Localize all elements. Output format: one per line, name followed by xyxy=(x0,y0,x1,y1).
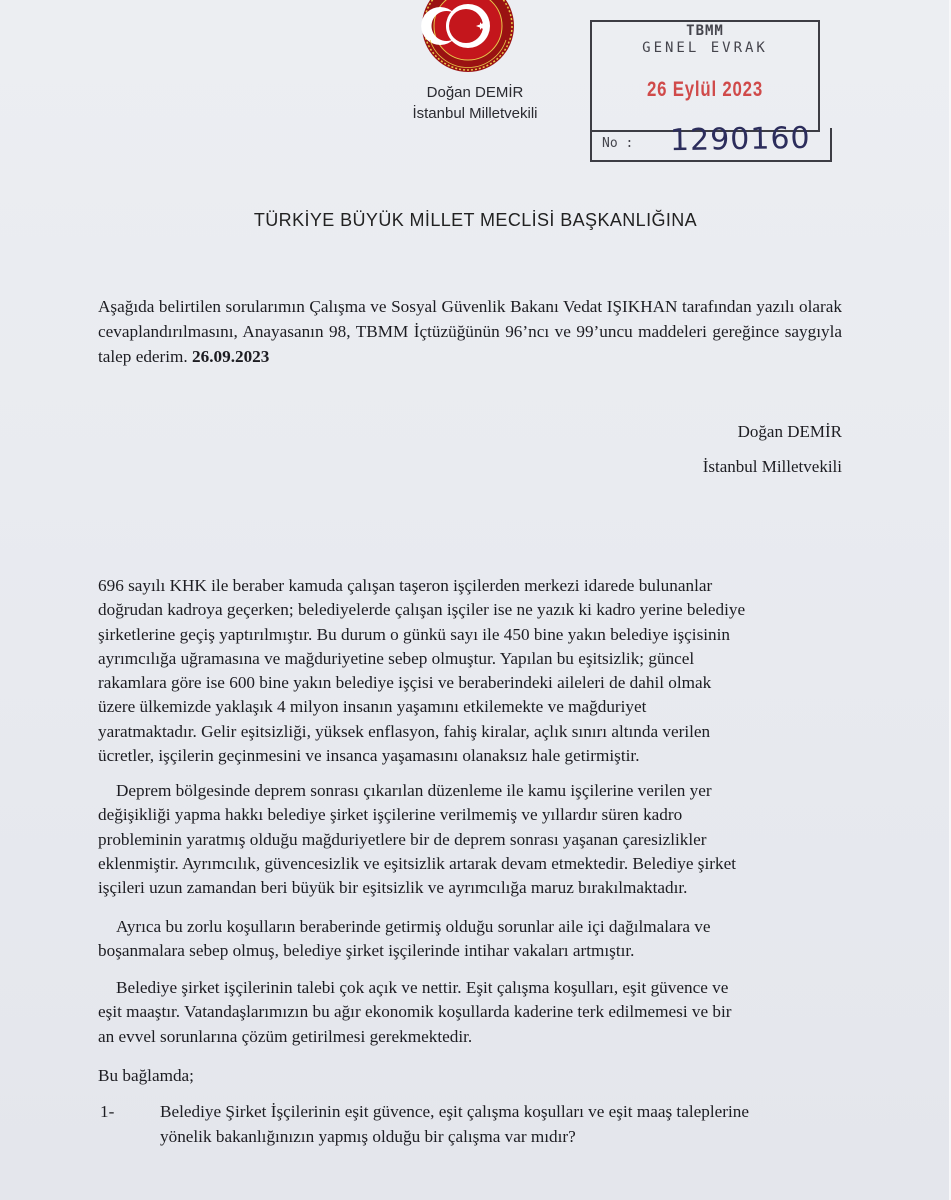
paragraph-3 xyxy=(98,915,831,964)
tbmm-emblem xyxy=(413,0,523,74)
paragraph-line: işçileri uzun zamandan beri büyük bir eşitsizlik ve ayrımcılığa maruz bırakılmaktadır. xyxy=(98,878,688,898)
paragraph-line: probleminin yaratmış olduğu mağduriyetlere bir de deprem sonrası yaşanan çaresizlikler xyxy=(98,829,707,849)
paragraph-line: boşanmalara sebep olmuş, belediye şirket işçilerinde intihar vakaları artmıştır. xyxy=(98,941,635,961)
stamp-dept: GENEL EVRAK xyxy=(642,40,768,56)
signature-role: İstanbul Milletvekili xyxy=(702,457,842,476)
paragraph-2 xyxy=(98,779,831,900)
intro-date: 26.09.2023 xyxy=(192,347,270,366)
document-title: TÜRKİYE BÜYÜK MİLLET MECLİSİ BAŞKANLIĞINA xyxy=(253,210,698,230)
paragraph-line: ayrımcılığa uğramasına ve mağduriyetine sebep olmuştur. Yapılan bu eşitsizlik; güncel xyxy=(98,648,695,668)
registry-stamp xyxy=(590,20,820,132)
sender-role: İstanbul Milletvekili xyxy=(412,105,538,122)
paragraph-4 xyxy=(98,976,831,1049)
paragraph-line: 696 sayılı KHK ile beraber kamuda çalışan taşeron işçilerden merkezi idarede bulunanlar xyxy=(98,576,713,595)
paragraph-line: Bu bağlamda; xyxy=(98,1066,194,1085)
paragraph-line: eklenmiştir. Ayrımcılık, güvencesizlik ve eşitsizlik artarak devam etmektedir. Belediye şirket xyxy=(98,853,736,873)
stamp-number-label: No : xyxy=(602,136,634,151)
sender-block xyxy=(380,82,570,124)
paragraph-1 xyxy=(98,574,813,768)
paragraph-line: ücretler, işçilerin geçinmesini ve insanca yaşamasını olanaksız hale getirmiştir. xyxy=(98,746,640,766)
paragraph-line: Belediye şirket işçilerinin talebi çok açık ve nettir. Eşit çalışma koşulları, eşit güvence ve xyxy=(116,978,729,997)
paragraph-line: eşit maaştır. Vatandaşlarımızın bu ağır ekonomik koşullarda kaderine terk edilmemesi ve bir xyxy=(98,1002,732,1022)
question-text xyxy=(160,1100,880,1149)
stamp-number-box xyxy=(590,120,832,162)
question-number: 1- xyxy=(100,1102,115,1121)
paragraph-line: şirketlerine geçiş yaptırılmıştır. Bu durum o günkü sayı ile 450 bine yakın belediye işçisinin xyxy=(98,624,731,644)
question-line: Belediye Şirket İşçilerinin eşit güvence, eşit çalışma koşulları ve eşit maaş taleplerine xyxy=(160,1102,749,1121)
paragraph-line: an evvel sorunlarına çözüm getirilmesi gerekmektedir. xyxy=(98,1026,473,1046)
stamp-number-value: 1290160 xyxy=(669,120,811,159)
intro-paragraph xyxy=(98,294,842,369)
paragraph-line: Ayrıca bu zorlu koşulların beraberinde getirmiş olduğu sorunlar aile içi dağılmalara ve xyxy=(116,917,711,936)
paragraph-5 xyxy=(98,1064,813,1088)
paragraph-line: doğrudan kadroya geçerken; belediyelerde çalışan işçiler ise ne yazık ki kadro yerine belediye xyxy=(98,600,746,620)
stamp-date: 26 Eylül 2023 xyxy=(647,78,763,101)
paragraph-line: Deprem bölgesinde deprem sonrası çıkarılan düzenleme ile kamu işçilerine verilen yer xyxy=(116,781,712,800)
question-line: yönelik bakanlığınızın yapmış olduğu bir çalışma var mıdır? xyxy=(160,1126,576,1146)
stamp-org: TBMM xyxy=(686,23,724,39)
intro-text: Aşağıda belirtilen sorularımın Çalışma ve Sosyal Güvenlik Bakanı Vedat IŞIKHAN tarafından yazılı olarak cevaplandırılmasını, Anayasanın 98, TBMM İçtüzüğünün 96’ncı ve 99’uncu maddeleri gereğince saygıyla talep ederim. xyxy=(98,297,842,366)
paragraph-line: değişikliği yapma hakkı belediye şirket işçilerine verilmemiş ve yıllardır süren kadro xyxy=(98,805,683,825)
paragraph-line: yaratmaktadır. Gelir eşitsizliği, yüksek enflasyon, fahiş kiralar, açlık sınırı altında verilen xyxy=(98,721,711,741)
signature-name: Doğan DEMİR xyxy=(737,422,842,441)
sender-name: Doğan DEMİR xyxy=(426,84,524,101)
paragraph-line: üzere ülkemizde yaklaşık 4 milyon insanın yaşamını etkilemekte ve mağduriyet xyxy=(98,697,647,717)
paragraph-line: rakamlara göre ise 600 bine yakın belediye işçisi ve beraberindeki aileleri de dahil olmak xyxy=(98,673,712,693)
